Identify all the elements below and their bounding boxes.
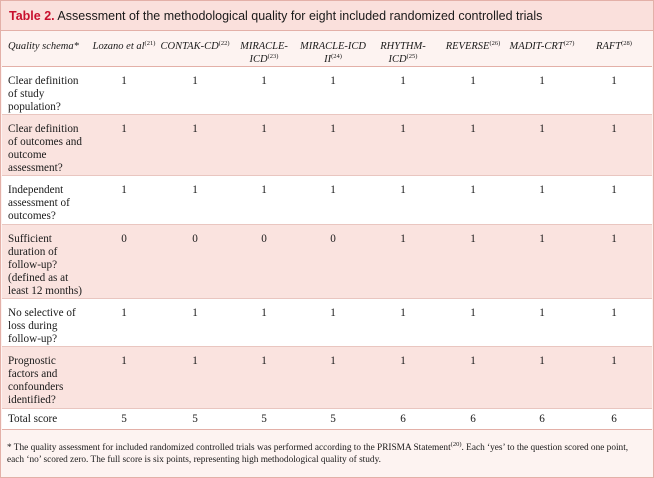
total-score-cell: 5 <box>298 409 368 430</box>
score-cell: 1 <box>230 347 298 409</box>
trial-header: REVERSE$^{(26)}$ <box>438 32 508 67</box>
score-cell: 1 <box>298 299 368 347</box>
total-row <box>2 409 652 430</box>
table-footnote: * The quality assessment for included randomized controlled trials was performed according to the PRISMA Statement$^{(20)}$. Each ‘yes’ to the question scored one point, each ‘no’ scored zero. The full score is six points, representing high methodological quality of study. <box>7 441 629 465</box>
score-cell: 1 <box>508 299 576 347</box>
criterion-cell: Sufficient duration of follow-up? (defined as at least 12 months) <box>2 225 88 299</box>
score-cell: 1 <box>438 225 508 299</box>
trial-header: RHYTHM-ICD$^{(25)}$ <box>368 32 438 67</box>
score-cell: 1 <box>508 347 576 409</box>
criterion-cell: Independent assessment of outcomes? <box>2 176 88 225</box>
quality-schema-header: Quality schema* <box>2 32 88 67</box>
total-score-cell: 6 <box>368 409 438 430</box>
score-cell: 1 <box>298 347 368 409</box>
criterion-cell: No selective of loss during follow-up? <box>2 299 88 347</box>
score-cell: 1 <box>368 299 438 347</box>
total-score-cell: 5 <box>230 409 298 430</box>
trial-header: Lozano et $al^{(21)}$ <box>88 32 160 67</box>
score-cell: 0 <box>230 225 298 299</box>
total-score-cell: 5 <box>160 409 230 430</box>
score-cell: 1 <box>368 176 438 225</box>
score-cell: 1 <box>160 299 230 347</box>
criterion-cell: Clear definition of outcomes and outcome assessment? <box>2 115 88 176</box>
criterion-cell: Clear definition of study population? <box>2 67 88 115</box>
table-row <box>2 67 652 115</box>
score-cell: 0 <box>298 225 368 299</box>
score-cell: 1 <box>576 67 652 115</box>
table-caption <box>1 1 653 31</box>
total-score-cell: 6 <box>508 409 576 430</box>
score-cell: 1 <box>160 347 230 409</box>
score-cell: 1 <box>88 67 160 115</box>
score-cell: 1 <box>368 347 438 409</box>
trial-header: MIRACLE-ICD II$^{(24)}$ <box>298 32 368 67</box>
score-cell: 0 <box>88 225 160 299</box>
score-cell: 1 <box>88 299 160 347</box>
table-row <box>2 347 652 409</box>
trial-header: MIRACLE-ICD$^{(23)}$ <box>230 32 298 67</box>
trial-header: MADIT-CRT$^{(27)}$ <box>508 32 576 67</box>
score-cell: 1 <box>368 225 438 299</box>
quality-table <box>2 32 652 430</box>
score-cell: 1 <box>88 176 160 225</box>
total-label: Total score <box>2 409 88 430</box>
score-cell: 1 <box>368 115 438 176</box>
score-cell: 1 <box>576 347 652 409</box>
table-row <box>2 115 652 176</box>
total-score-cell: 6 <box>438 409 508 430</box>
score-cell: 1 <box>438 67 508 115</box>
score-cell: 1 <box>576 115 652 176</box>
caption-title: Assessment of the methodological quality for eight included randomized controlled trials <box>57 9 543 23</box>
score-cell: 1 <box>230 115 298 176</box>
score-cell: 1 <box>160 176 230 225</box>
score-cell: 1 <box>88 115 160 176</box>
score-cell: 1 <box>160 67 230 115</box>
table-row <box>2 225 652 299</box>
score-cell: 1 <box>160 115 230 176</box>
score-cell: 1 <box>438 347 508 409</box>
score-cell: 1 <box>438 176 508 225</box>
total-score-cell: 6 <box>576 409 652 430</box>
score-cell: 1 <box>88 347 160 409</box>
criterion-cell: Prognostic factors and confounders identified? <box>2 347 88 409</box>
score-cell: 1 <box>298 67 368 115</box>
score-cell: 1 <box>508 67 576 115</box>
table-row <box>2 176 652 225</box>
table-row <box>2 299 652 347</box>
score-cell: 1 <box>368 67 438 115</box>
score-cell: 1 <box>230 299 298 347</box>
total-score-cell: 5 <box>88 409 160 430</box>
score-cell: 0 <box>160 225 230 299</box>
score-cell: 1 <box>508 225 576 299</box>
header-row <box>2 32 652 67</box>
score-cell: 1 <box>298 115 368 176</box>
score-cell: 1 <box>508 115 576 176</box>
score-cell: 1 <box>576 225 652 299</box>
score-cell: 1 <box>230 176 298 225</box>
trial-header: RAFT$^{(28)}$ <box>576 32 652 67</box>
score-cell: 1 <box>508 176 576 225</box>
score-cell: 1 <box>438 299 508 347</box>
trial-header: CONTAK-CD$^{(22)}$ <box>160 32 230 67</box>
score-cell: 1 <box>298 176 368 225</box>
caption-label: Table 2. <box>9 9 55 23</box>
score-cell: 1 <box>576 176 652 225</box>
score-cell: 1 <box>576 299 652 347</box>
score-cell: 1 <box>438 115 508 176</box>
score-cell: 1 <box>230 67 298 115</box>
